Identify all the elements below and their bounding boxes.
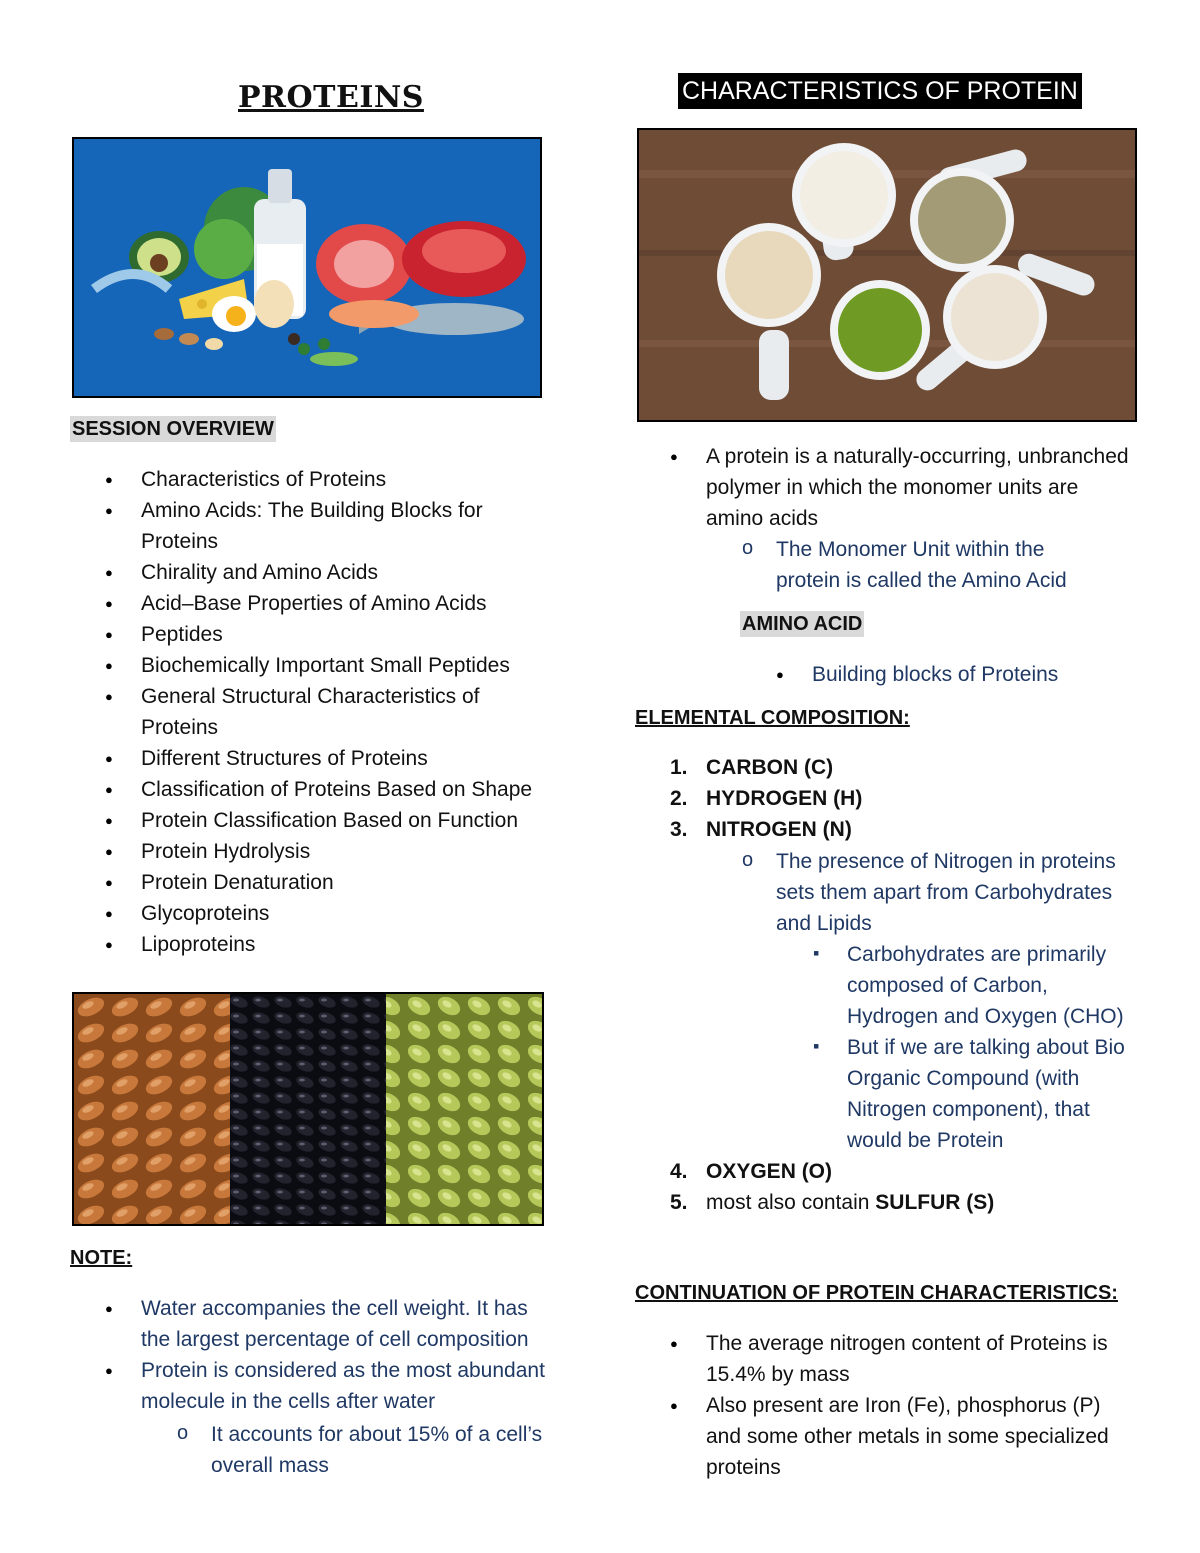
list-item: ● Building blocks of Proteins — [812, 659, 1132, 690]
list-item: ● Water accompanies the cell weight. It has the largest percentage of cell composition — [141, 1293, 561, 1355]
definition-sublist — [776, 534, 1106, 596]
list-item: ● Characteristics of Proteins — [141, 464, 551, 495]
list-item: o The Monomer Unit within the protein is called the Amino Acid — [776, 534, 1106, 596]
element-number: 3. — [670, 818, 688, 841]
element-oxygen: OXYGEN (O) — [706, 1160, 833, 1183]
list-item: ▪ But if we are talking about Bio Organic Compound (with Nitrogen component), that would be Protein — [847, 1032, 1132, 1156]
list-item: ● Protein Denaturation — [141, 867, 551, 898]
session-overview-heading: SESSION OVERVIEW — [72, 418, 274, 440]
food-illustration — [72, 137, 542, 398]
note-heading: NOTE: — [70, 1247, 133, 1269]
element-number: 1. — [670, 756, 688, 779]
list-item: ● General Structural Characteristics of Proteins — [141, 681, 551, 743]
list-item: ● Biochemically Important Small Peptides — [141, 650, 551, 681]
list-item: ● Also present are Iron (Fe), phosphorus (P) and some other metals in some specialized proteins — [706, 1390, 1131, 1483]
element-hydrogen: HYDROGEN (H) — [706, 787, 863, 810]
list-item: ● Acid–Base Properties of Amino Acids — [141, 588, 551, 619]
list-item: ● Protein is considered as the most abundant molecule in the cells after water — [141, 1355, 561, 1417]
nitrogen-note-list — [776, 846, 1136, 939]
list-item: ● Amino Acids: The Building Blocks for Proteins — [141, 495, 551, 557]
list-item: ● Glycoproteins — [141, 898, 551, 929]
list-item: ● Protein Classification Based on Function — [141, 805, 551, 836]
session-overview-list — [141, 464, 551, 960]
list-item: ● The average nitrogen content of Proteins is 15.4% by mass — [706, 1328, 1131, 1390]
element-sulfur — [706, 1187, 994, 1218]
section-title: CHARACTERISTICS OF PROTEIN — [678, 73, 1082, 109]
sulfur-prefix: most also contain — [706, 1191, 876, 1214]
element-nitrogen: NITROGEN (N) — [706, 818, 852, 841]
amino-acid-heading: AMINO ACID — [742, 613, 863, 635]
list-item: ● Protein Hydrolysis — [141, 836, 551, 867]
nitrogen-sublist — [847, 939, 1132, 1156]
continuation-heading: CONTINUATION OF PROTEIN CHARACTERISTICS: — [635, 1282, 1118, 1304]
list-item: ● A protein is a naturally-occurring, unbranched polymer in which the monomer units are amino acids — [706, 441, 1136, 534]
list-item: ● Classification of Proteins Based on Shape — [141, 774, 551, 805]
protein-powder-photo — [637, 128, 1137, 422]
element-number: 5. — [670, 1191, 688, 1214]
definition-list — [706, 441, 1136, 534]
element-number: 2. — [670, 787, 688, 810]
note-sublist — [211, 1419, 561, 1481]
list-item: ● Lipoproteins — [141, 929, 551, 960]
list-item: ● Peptides — [141, 619, 551, 650]
element-number: 4. — [670, 1160, 688, 1183]
list-item: o It accounts for about 15% of a cell’s overall mass — [211, 1419, 561, 1481]
list-item: ● Chirality and Amino Acids — [141, 557, 551, 588]
amino-acid-list — [812, 659, 1132, 690]
nuts-seeds-photo — [72, 992, 544, 1226]
list-item: o The presence of Nitrogen in proteins sets them apart from Carbohydrates and Lipids — [776, 846, 1136, 939]
list-item: ● Different Structures of Proteins — [141, 743, 551, 774]
elemental-heading: ELEMENTAL COMPOSITION: — [635, 707, 910, 729]
page-title: PROTEINS — [238, 80, 424, 115]
list-item: ▪ Carbohydrates are primarily composed of Carbon, Hydrogen and Oxygen (CHO) — [847, 939, 1132, 1032]
note-list — [141, 1293, 561, 1417]
element-carbon: CARBON (C) — [706, 756, 834, 779]
continuation-list — [706, 1328, 1131, 1483]
sulfur-label: SULFUR (S) — [875, 1191, 995, 1214]
